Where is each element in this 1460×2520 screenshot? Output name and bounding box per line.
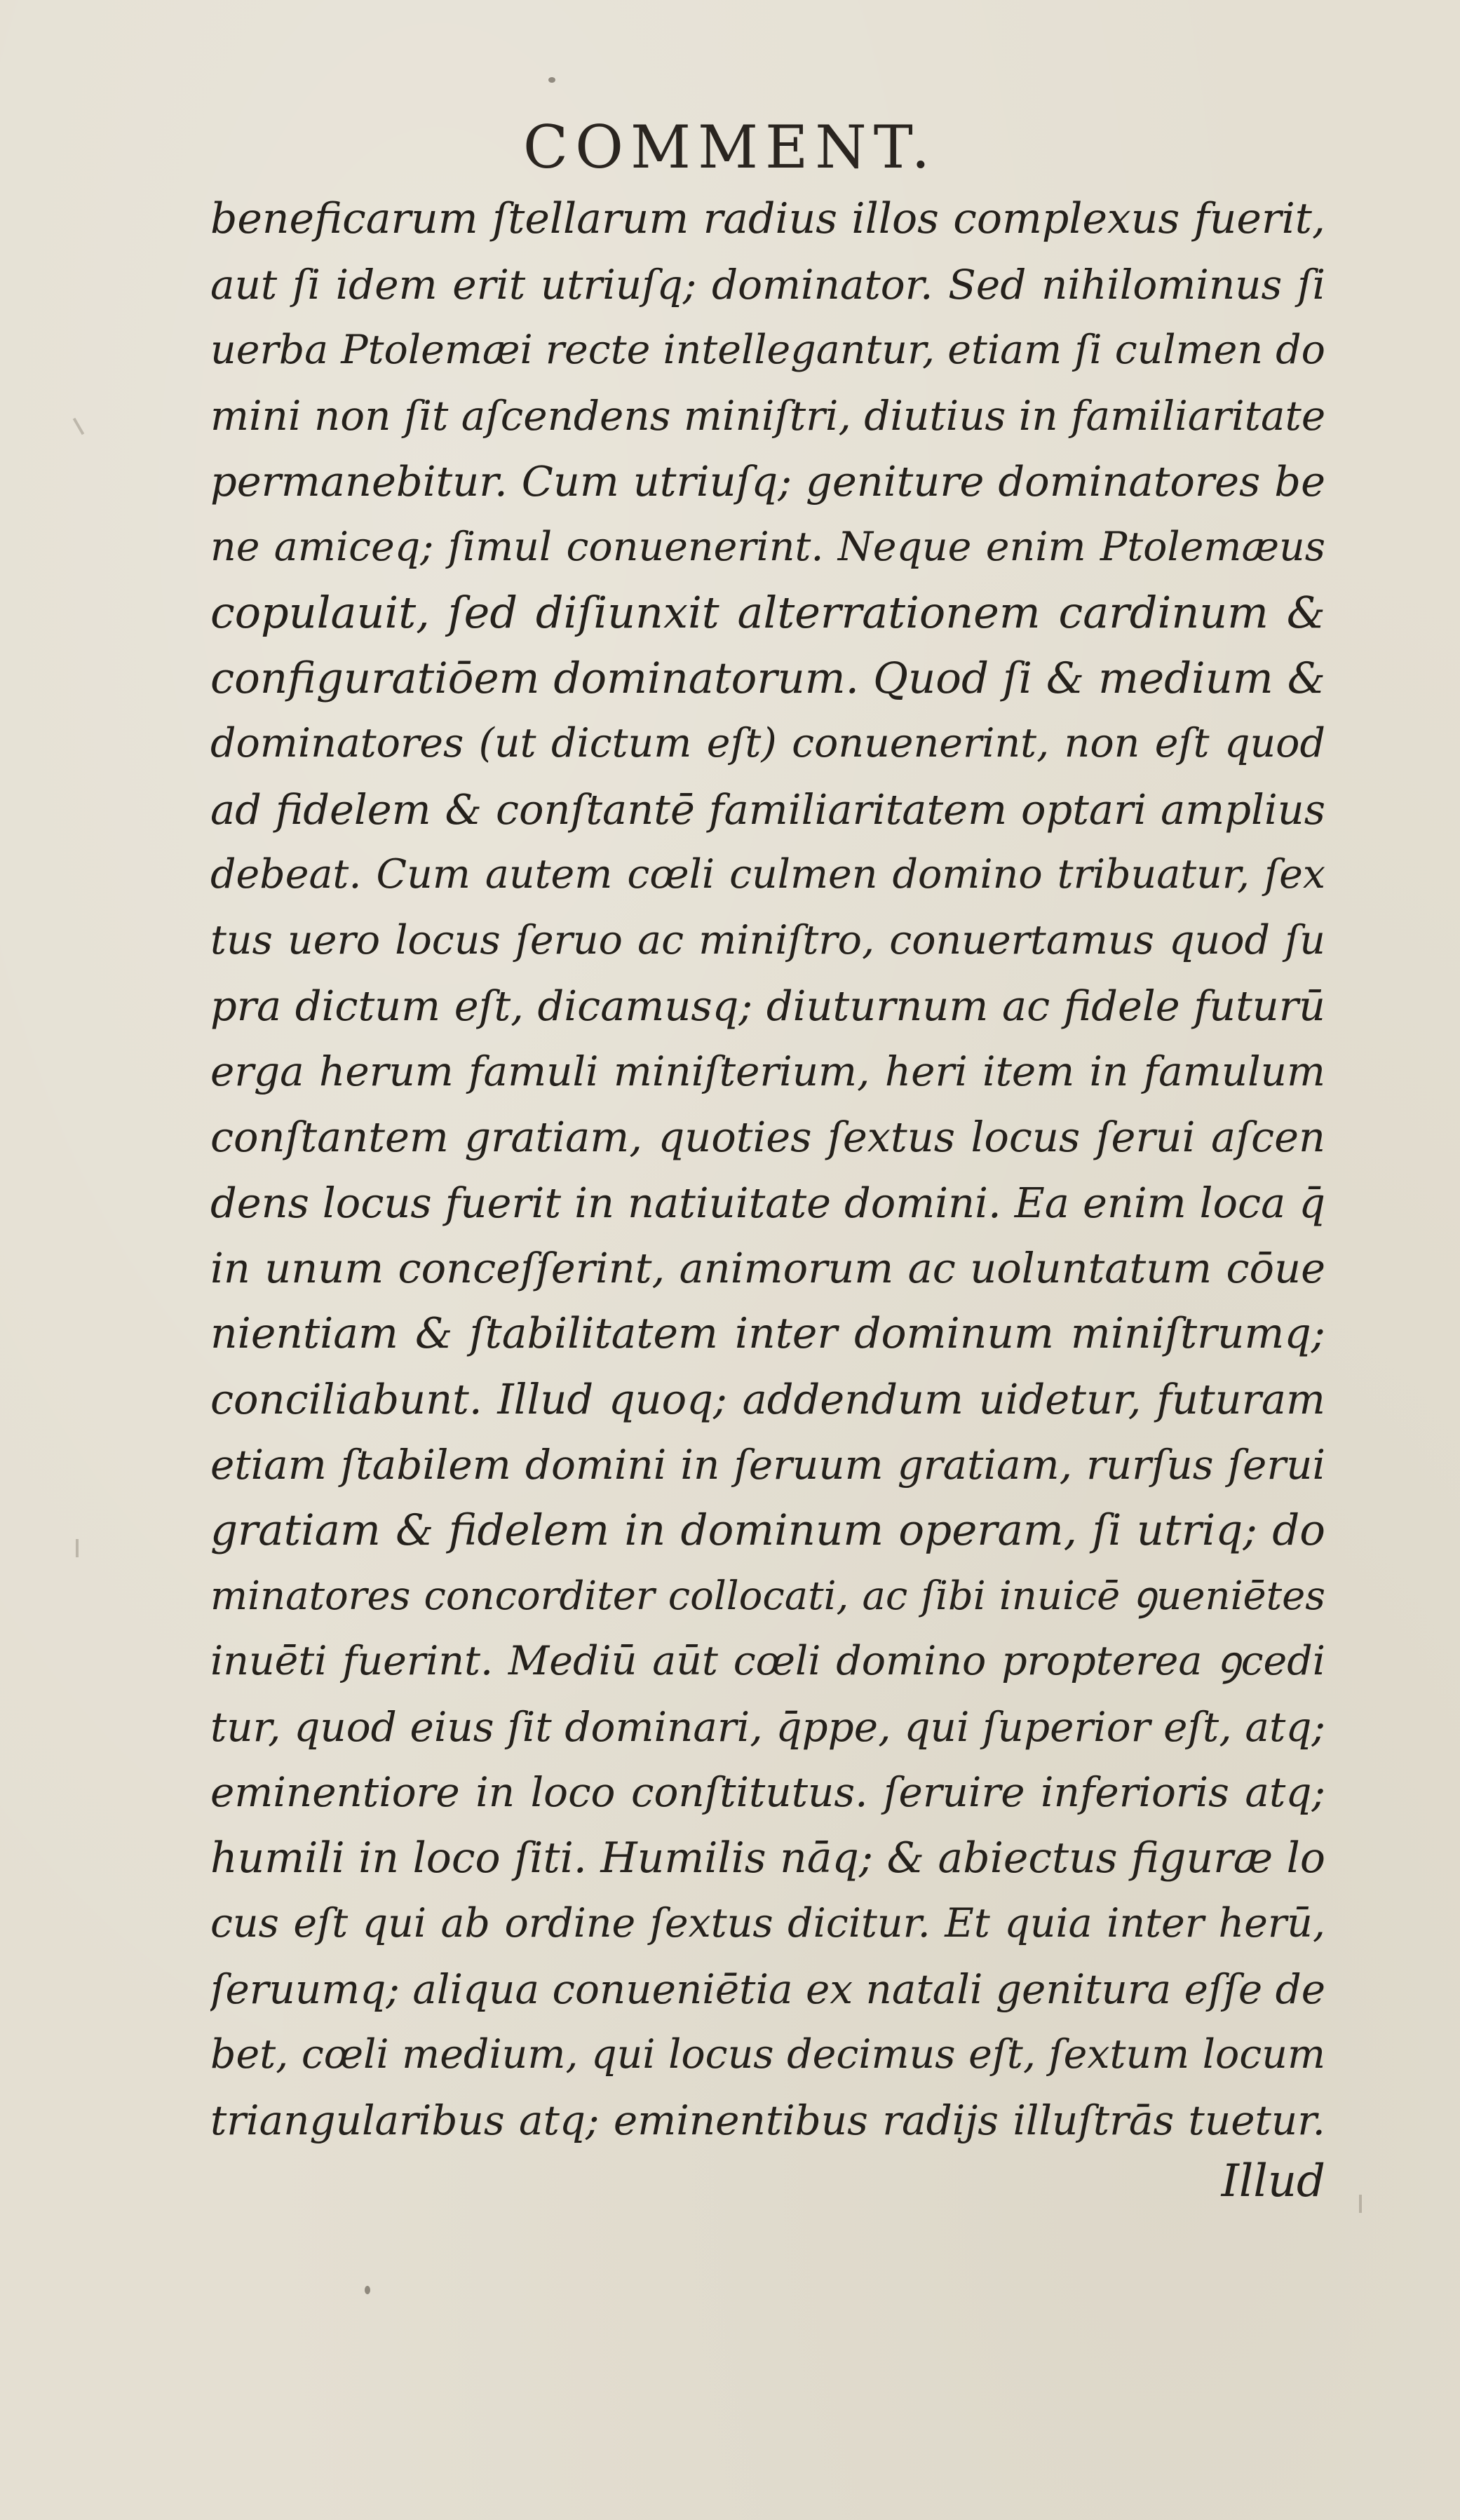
ink-speck [365, 2286, 370, 2294]
text-line: in unum conceſſerint, animorum ac uoluntatum cōue [210, 1244, 1325, 1292]
text-line: bet, cœli medium, qui locus decimus eſt, ſextum locum [210, 2031, 1325, 2078]
margin-mark [1359, 2195, 1362, 2213]
text-line: inuēti fuerint. Mediū aūt cœli domino propterea ꝯcedi [210, 1638, 1325, 1684]
text-line: copulauit, ſed diſiunxit alterrationem cardinum & [210, 587, 1325, 638]
text-line: uerba Ptolemæi recte intellegantur, etiam ſi culmen do [210, 327, 1325, 373]
text-line: beneficarum ſtellarum radius illos complexus fuerit, [210, 194, 1325, 243]
margin-mark [76, 1539, 79, 1557]
text-line: minatores concorditer collocati, ac ſibi inuicē ꝯueniētes [210, 1573, 1325, 1619]
text-line: conciliabunt. Illud quoq; addendum uidetur, futuram [210, 1375, 1325, 1423]
text-line: etiam ſtabilem domini in ſeruum gratiam, rurſus ſerui [210, 1440, 1325, 1489]
body-text [210, 187, 1325, 2153]
text-line: eminentiore in loco conſtitutus. ſeruire inferioris atq; [210, 1768, 1325, 1816]
text-line: permanebitur. Cum utriuſq; geniture dominatores be [210, 457, 1325, 506]
text-line: erga herum famuli miniſterium, heri item in famulum [210, 1047, 1325, 1095]
text-line: debeat. Cum autem cœli culmen domino tribuatur, ſex [210, 851, 1325, 897]
text-line: mini non ſit aſcendens miniſtri, diutius in familiaritate [210, 391, 1325, 440]
text-line: dens locus fuerit in natiuitate domini. Ea enim loca q̄ [210, 1178, 1325, 1227]
text-line: dominatores (ut dictum eſt) conuenerint, non eſt quod [210, 720, 1325, 766]
text-line: ne amiceq; ſimul conuenerint. Neque enim Ptolemæus [210, 523, 1325, 570]
catchword: Illud [1221, 2155, 1325, 2207]
text-line: gratiam & fidelem in dominum operam, ſi utriq; do [210, 1505, 1325, 1555]
text-line: ſeruumq; aliqua conueniētia ex natali genitura eſſe de [210, 1965, 1325, 2013]
text-line: ad fidelem & conſtantē familiaritatem optari amplius [210, 785, 1325, 834]
text-line: aut ſi idem erit utriuſq; dominator. Sed nihilominus ſi [210, 260, 1325, 309]
ink-speck [548, 77, 555, 83]
text-line: tus uero locus ſeruo ac miniſtro, conuertamus quod ſu [210, 916, 1325, 963]
text-line: conſtantem gratiam, quoties ſextus locus ſerui aſcen [210, 1113, 1325, 1161]
text-line: cus eſt qui ab ordine ſextus dicitur. Et quia inter herū, [210, 1900, 1325, 1946]
running-head: COMMENT. [522, 113, 938, 182]
margin-mark [73, 418, 84, 435]
text-line: configuratiōem dominatorum. Quod ſi & medium & [210, 653, 1325, 703]
text-line: nientiam & ſtabilitatem inter dominum miniſtrumq; [210, 1308, 1325, 1358]
text-line: humili in loco ſiti. Humilis nāq; & abiectus figuræ lo [210, 1833, 1325, 1883]
text-line: pra dictum eſt, dicamusq; diuturnum ac fidele futurū [210, 982, 1325, 1030]
text-line: triangularibus atq; eminentibus radijs illuſtrās tuetur. [210, 2096, 1325, 2144]
text-line: tur, quod eius ſit dominari, q̄ppe, qui ſuperior eſt, atq; [210, 1702, 1325, 1751]
